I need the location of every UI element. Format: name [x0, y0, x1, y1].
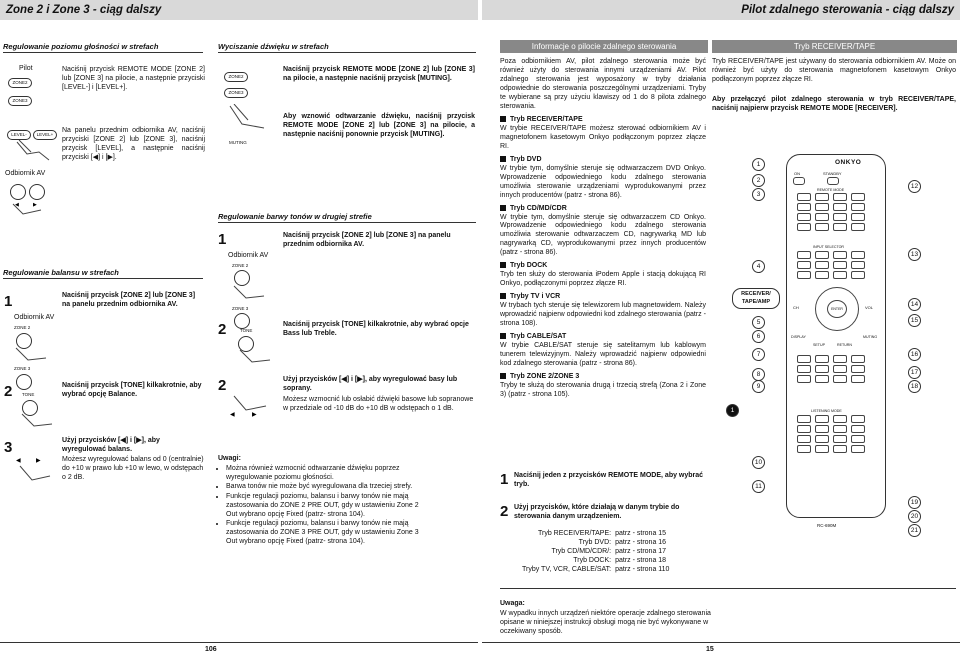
right-step-2-text: Użyj przycisków, które działają w danym trybie do sterowania danym urządzeniem.	[514, 504, 680, 520]
right-footer-rule	[482, 642, 960, 643]
setup-label: SETUP	[813, 343, 825, 347]
tone-text-1: Naciśnij przycisk [ZONE 2] lub [ZONE 3] na panelu przednim odbiornika AV.	[283, 232, 451, 248]
muting-text-2: Aby wznowić odtwarzanie dźwięku, naciśnij przycisk REMOTE MODE [ZONE 2] lub [ZONE 3] na pilocie, a następnie naciśnij ponownie przycisk [MUTING].	[283, 113, 475, 138]
receiver-section-bar: Tryb RECEIVER/TAPE	[712, 40, 957, 53]
zone3-button-icon	[16, 374, 32, 390]
zone3-button: ZONE3	[224, 88, 248, 98]
knob-icon	[10, 184, 26, 200]
listening-mode-label: LISTENING MODE	[811, 409, 842, 413]
zone2-label: ZONE 2	[232, 263, 249, 268]
bullet-square-icon	[500, 333, 506, 339]
bullet-square-icon	[500, 262, 506, 268]
callout-number: 14	[908, 298, 921, 311]
callout-number: 19	[908, 496, 921, 509]
balance-step-3: 3	[4, 439, 13, 456]
tone-label: TONE	[240, 328, 253, 333]
note-text: W wypadku innych urządzeń niektóre operacje zdalnego sterowania opisane w niniejszej instrukcji obsługi mogą nie być wykonywane w oczekiwany sposób.	[500, 610, 711, 635]
hand-pointer-icon	[13, 140, 53, 162]
tone-text-3a: Użyj przycisków [◀] i [▶], aby wyregulować basy lub soprany.	[283, 376, 458, 392]
callout-number: 20	[908, 510, 921, 523]
right-page-title: Pilot zdalnego sterowania - ciąg dalszy	[741, 4, 954, 16]
callout-number: 17	[908, 366, 921, 379]
standby-button	[827, 177, 839, 185]
remote-model: RC-690M	[817, 523, 837, 528]
info-section-bar: Informacje o pilocie zdalnego sterowania	[500, 40, 708, 53]
vol-label: VOL	[865, 305, 874, 310]
callout-number: 6	[752, 330, 765, 343]
mode-item	[500, 156, 706, 201]
tone-section-title: Regulowanie barwy tonów w drugiej strefie	[218, 212, 476, 223]
pilot-label: Pilot	[19, 65, 33, 72]
return-label: RETURN	[837, 343, 852, 347]
mode-title: Tryb DOCK	[510, 262, 548, 270]
svg-text:▶: ▶	[33, 202, 37, 208]
bullet-square-icon	[500, 373, 506, 379]
display-label: DISPLAY	[791, 335, 806, 339]
table-row: Tryby TV, VCR, CABLE/SAT: patrz - strona 110	[522, 565, 670, 573]
callout-number: 11	[752, 480, 765, 493]
notes-list	[218, 465, 424, 548]
balance-text-2: Naciśnij przycisk [TONE] kilkakrotnie, aby wybrać opcję Balance.	[62, 382, 202, 398]
hand-pointer-icon	[18, 412, 58, 434]
knob-icon	[29, 184, 45, 200]
table-row: Tryb RECEIVER/TAPE: patrz - strona 15	[537, 530, 667, 537]
zone2-button: ZONE2	[224, 72, 248, 82]
muting-text-1: Naciśnij przycisk REMOTE MODE [ZONE 2] lub [ZONE 3] na pilocie, a następnie naciśnij przycisk [MUTING].	[283, 66, 475, 82]
tone-label: TONE	[22, 392, 35, 397]
notes-title: Uwagi:	[218, 455, 241, 462]
mode-reference-table	[520, 530, 671, 575]
note-rule	[500, 588, 956, 589]
receiver-text-2: Aby przełączyć pilot zdalnego sterowania w tryb RECEIVER/TAPE, naciśnij najpierw przycisk REMOTE MODE [RECEIVER].	[712, 96, 956, 112]
remote-body	[786, 154, 886, 528]
right-step-1-text: Naciśnij jeden z przycisków REMOTE MODE, aby wybrać tryb.	[514, 472, 704, 488]
balance-step-1: 1	[4, 293, 13, 310]
input-selector-keys	[793, 251, 879, 281]
onkyo-logo: ONKYO	[835, 159, 862, 166]
callout-number: 15	[908, 314, 921, 327]
mode-title: Tryb ZONE 2/ZONE 3	[510, 372, 580, 380]
volume-text-2: Na panelu przednim odbiornika AV, naciśnij przyciski [ZONE 2] lub [ZONE 3], naciśnij przycisk [LEVEL], a następnie naciśnij przyciski [◀] i [▶].	[62, 127, 205, 161]
tone-text-2: Naciśnij przycisk [TONE] kilkakrotnie, aby wybrać opcje Bass lub Treble.	[283, 321, 469, 337]
mode-text: W trybie tym, domyślnie steruje się odtwarzaczem CD Onkyo. Wprowadzenie odpowiedniego kodu zdalnego sterowania umożliwia sterowanie odtwarzaczem CD, nagrywarką MD lub nagrywarką CD, wyprodukowanymi przez innych producentów (patrz - strona 86).	[500, 213, 706, 257]
mode-text: Tryb ten służy do sterowania iPodem Apple i stacją dokującą RI Onkyo, podłączonymi poprzez złącze RI.	[500, 271, 706, 288]
on-button	[793, 177, 805, 185]
callout-number: 5	[752, 316, 765, 329]
mode-text: W trybie RECEIVER/TAPE możesz sterować odbiornikiem AV i magnetofonem kasetowym Onkyo podłączonym poprzez złącze RI.	[500, 124, 706, 150]
callout-number: 4	[752, 260, 765, 273]
note-item: • Funkcje regulacji poziomu, balansu i barwy tonów nie mają zastosowania do ZONE 2 PRE OUT, gdy w ustawieniu Zone 2 Out wybrano opcję Fixed (patrz- strona 104).	[226, 493, 424, 520]
mode-text: W trybie CABLE/SAT steruje się satelitarnym lub kablowym tunerem telewizyjnym. Należy wprowadzić najpierw odpowiedni kod zdalnego sterowania (patrz - strona 86).	[500, 341, 706, 367]
callout-number: 21	[908, 524, 921, 537]
callout-number: 18	[908, 380, 921, 393]
svg-text:◀: ◀	[230, 412, 235, 418]
standby-label: STANDBY	[823, 171, 842, 176]
left-footer-rule	[0, 642, 478, 643]
bullet-square-icon	[500, 156, 506, 162]
callout-number: 10	[752, 456, 765, 469]
right-page-number: 15	[706, 646, 714, 653]
note-item: • Funkcje regulacji poziomu, balansu i barwy tonów nie mają zastosowania do ZONE 3 PRE OUT, gdy w ustawieniu Zone 3 Out wybrano opcję Fixed (patrz- strona 104).	[226, 520, 424, 547]
mode-title: Tryb CD/MD/CDR	[510, 204, 567, 212]
balance-receiver-label: Odbiornik AV	[14, 314, 55, 321]
balance-text-3b: Możesz wyregulować balans od 0 (centralnie) do +10 w prawo lub +10 w lewo, w odstępach o 2 dB.	[62, 456, 204, 481]
remote-illustration	[730, 150, 948, 534]
note-item: • Można również wzmocnić odtwarzanie dźwięku poprzez wyregulowanie poziomu głośności.	[226, 465, 424, 483]
right-step-1-number: 1	[500, 471, 509, 488]
mode-item	[500, 373, 706, 400]
volume-illustration	[3, 58, 57, 218]
mode-text: W trybie tym, domyślnie steruje się odtwarzaczem DVD Onkyo. Wprowadzenie odpowiedniego kodu zdalnego sterowania umożliwia sterowanie urządzeniami wyprodukowanymi przez innych producentów (patrz - strona 86).	[500, 164, 706, 199]
muting-section-title: Wyciszanie dźwięku w strefach	[218, 42, 476, 53]
callout-number: 16	[908, 348, 921, 361]
hand-pointer-icon	[11, 200, 51, 218]
input-selector-label: INPUT SELECTOR	[813, 245, 845, 249]
note-title: Uwaga:	[500, 600, 525, 607]
muting-label-remote: MUTING	[863, 335, 878, 339]
note-item: • Barwa tonów nie może być wyregulowana dla trzeciej strefy.	[226, 483, 424, 492]
mode-title: Tryb DVD	[510, 155, 542, 163]
ch-label: CH	[793, 305, 799, 310]
mode-item	[500, 205, 706, 259]
svg-text:◀: ◀	[15, 202, 19, 208]
receiver-tape-amp-callout: RECEIVER/ TAPE/AMP	[732, 288, 780, 309]
arrow-keys-hand-icon	[228, 392, 272, 428]
tone-text-3b: Możesz wzmocnić lub osłabić dźwięki basowe lub sopranowe w przedziale od -10 dB do +10 dB w odstępach o 1 dB.	[283, 396, 474, 412]
hand-pointer-icon	[12, 346, 52, 366]
left-header-bar	[0, 0, 478, 20]
arrow-keys-hand-icon	[14, 454, 56, 488]
mode-item	[500, 116, 706, 152]
transport-keys	[793, 355, 879, 395]
callout-number: 7	[752, 348, 765, 361]
left-page-number: 106	[205, 646, 217, 653]
volume-section-title: Regulowanie poziomu głośności w strefach	[3, 42, 203, 53]
bullet-square-icon	[500, 205, 506, 211]
callout-number: 9	[752, 380, 765, 393]
navigation-ring	[815, 287, 859, 331]
remote-mode-keys	[793, 193, 879, 239]
volume-text-1: Naciśnij przycisk REMOTE MODE [ZONE 2] lub [ZONE 3] na pilocie, a następnie przyciski [LEVEL-] i [LEVEL+].	[62, 66, 205, 91]
svg-text:▶: ▶	[252, 412, 257, 418]
balance-step-2: 2	[4, 383, 13, 400]
mode-item	[500, 293, 706, 329]
mode-text: W trybach tych steruje się telewizorem lub magnetowidem. Należy wprowadzić najpierw odpowiedni kod zdalnego sterowania (patrz - strona 108).	[500, 302, 706, 328]
tone-step-3: 2	[218, 377, 227, 394]
svg-text:▶: ▶	[36, 458, 41, 464]
level-minus-button: LEVEL-	[7, 130, 31, 140]
listening-mode-keys	[793, 415, 879, 465]
on-label: ON	[794, 171, 800, 176]
left-page-title: Zone 2 i Zone 3 - ciąg dalszy	[6, 4, 162, 16]
zone3-button-icon	[234, 313, 250, 329]
callout-number: 8	[752, 368, 765, 381]
svg-text:◀: ◀	[16, 458, 21, 464]
mode-list	[500, 116, 706, 404]
table-row: Tryb DOCK: patrz - strona 18	[573, 556, 667, 564]
right-header-bar	[482, 0, 960, 20]
enter-button: ENTER	[827, 300, 847, 318]
hand-pointer-icon	[230, 284, 270, 304]
balance-text-1: Naciśnij przycisk [ZONE 2] lub [ZONE 3] na panelu przednim odbiornika AV.	[62, 292, 196, 308]
mode-text: Tryby te służą do sterowania drugą i trzecią strefą (Zona 2 i Zone 3) (patrz - strona 105).	[500, 381, 706, 398]
intro-text: Poza odbiornikiem AV, pilot zdalnego sterowania może być również użyty do sterowania innymi urządzeniami AV. Pilot zdalnego sterowania jest wyposażony w tryby działania odpowiednie do sterowania poszczególnymi urządzeniami. Tryby te wybierane są przy użyciu klawiszy od 1 do 8 pilota zdalnego sterowania.	[500, 58, 706, 110]
callout-number: 2	[752, 174, 765, 187]
zone2-button: ZONE2	[8, 78, 32, 88]
muting-label: MUTING	[229, 140, 247, 145]
balance-section-title: Regulowanie balansu w strefach	[3, 268, 203, 279]
bullet-square-icon	[500, 293, 506, 299]
remote-mode-label: REMOTE MODE	[817, 188, 845, 192]
zone3-button: ZONE3	[8, 96, 32, 106]
balance-text-3a: Użyj przycisków [◀] i [▶], aby wyregulować balans.	[62, 437, 160, 453]
callout-number: 12	[908, 180, 921, 193]
tone-receiver-label: Odbiornik AV	[228, 252, 269, 259]
callout-number: 13	[908, 248, 921, 261]
zone2-label: ZONE 2	[14, 325, 31, 330]
mode-item	[500, 333, 706, 369]
tone-step-1: 1	[218, 231, 227, 248]
mode-title: Tryb CABLE/SAT	[510, 332, 567, 340]
table-row: Tryb CD/MD/CDR/: patrz - strona 17	[551, 547, 667, 555]
receiver-text-1: Tryb RECEIVER/TAPE jest używany do sterowania odbiornikiem AV. Może on również być użyty do sterowania magnetofonem kasetowym Onkyo podłączonym poprzez złącze RI.	[712, 58, 956, 83]
mode-title: Tryby TV i VCR	[510, 293, 561, 301]
table-row: Tryb DVD: patrz - strona 16	[578, 538, 667, 546]
callout-number: 1	[752, 158, 765, 171]
mode-item	[500, 262, 706, 289]
bullet-square-icon	[500, 116, 506, 122]
right-step-2-number: 2	[500, 503, 509, 520]
level-plus-button: LEVEL+	[33, 130, 57, 140]
callout-number: 3	[752, 188, 765, 201]
zone3-label: ZONE 3	[232, 306, 249, 311]
mode-title: Tryb RECEIVER/TAPE	[510, 116, 583, 123]
bullet-number: 1	[726, 404, 739, 417]
tone-step-2: 2	[218, 321, 227, 338]
hand-pointer-icon	[236, 348, 276, 370]
receiver-label: Odbiornik AV	[5, 170, 46, 177]
zone3-label: ZONE 3	[14, 366, 31, 371]
